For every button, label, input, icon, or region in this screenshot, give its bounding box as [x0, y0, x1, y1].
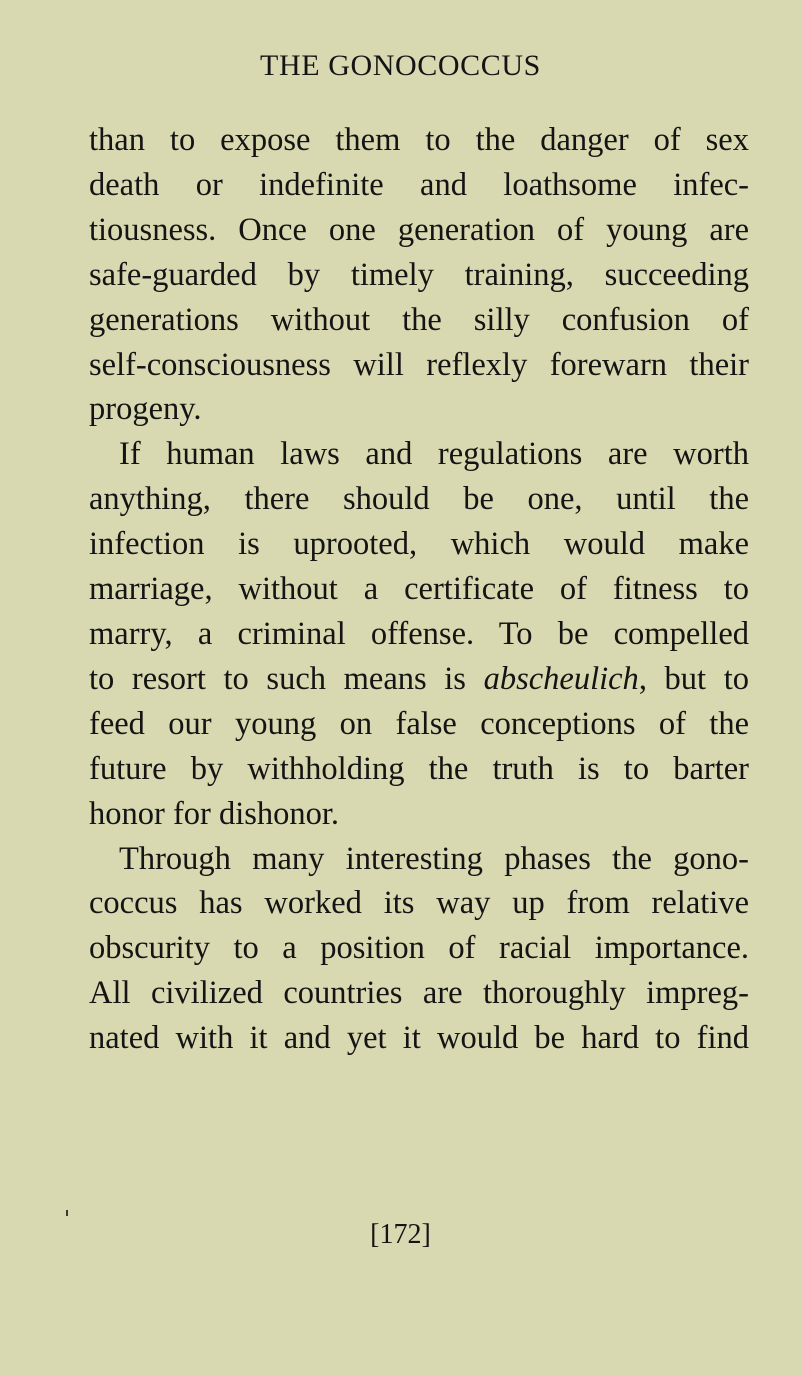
text-line: All civilized countries are thoroughly impreg- — [89, 975, 749, 1012]
margin-mark — [66, 1210, 68, 1216]
text-segment: , but to — [638, 660, 749, 697]
text-line: marriage, without a certificate of fitness to — [89, 571, 749, 608]
text-line: coccus has worked its way up from relative — [89, 885, 749, 922]
text-segment: to resort to such means is — [89, 660, 484, 697]
text-line: If human laws and regulations are worth — [119, 436, 749, 473]
text-line-with-italic — [89, 657, 749, 702]
text-line: infection is uprooted, which would make — [89, 526, 749, 563]
text-line: safe-guarded by timely training, succeeding — [89, 256, 749, 293]
text-line: anything, there should be one, until the — [89, 481, 749, 518]
text-line: honor for dishonor. — [89, 795, 340, 832]
text-line: tiousness. Once one generation of young are — [89, 211, 749, 248]
page-number: [172] — [370, 1219, 431, 1250]
text-line: generations without the silly confusion of — [89, 301, 749, 338]
text-line: marry, a criminal offense. To be compelled — [89, 615, 749, 652]
running-head: THE GONOCOCCUS — [260, 49, 541, 82]
italic-term: abscheulich — [483, 660, 639, 697]
text-line: nated with it and yet it would be hard to find — [89, 1020, 749, 1057]
text-line: death or indefinite and loathsome infec- — [89, 166, 749, 203]
text-line: feed our young on false conceptions of the — [89, 705, 749, 742]
text-line: Through many interesting phases the gono- — [119, 840, 749, 877]
text-line: obscurity to a position of racial importance. — [89, 930, 749, 967]
body-text — [89, 118, 749, 1061]
text-line: future by withholding the truth is to barter — [89, 750, 749, 787]
text-line: progeny. — [89, 391, 202, 428]
text-line: self-consciousness will reflexly forewarn their — [89, 346, 749, 383]
text-line: than to expose them to the danger of sex — [89, 122, 749, 158]
